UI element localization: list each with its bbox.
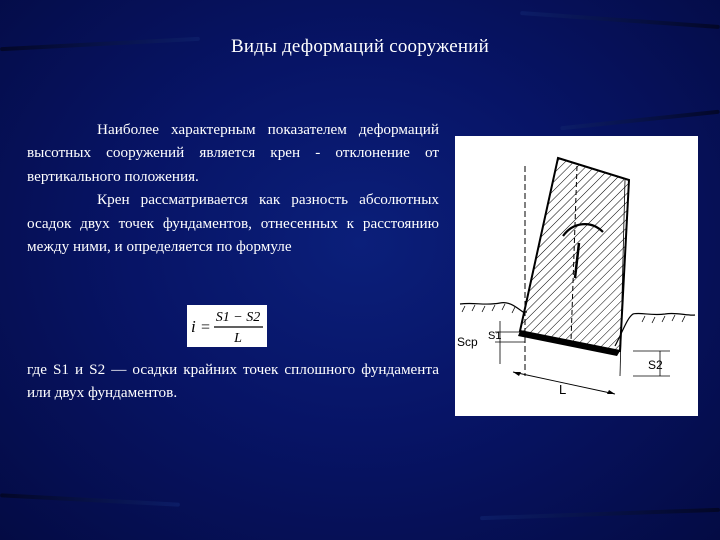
formula-lhs: i (191, 317, 196, 336)
arrow-head (513, 372, 521, 376)
page-title: Виды деформаций сооружений (231, 36, 489, 57)
paragraph-tilt-description: Крен рассматривается как разность абсолютных осадок двух точек фундаментов, отнесенных к расстоянию между ними, и определяется по формуле (27, 191, 439, 256)
paragraph-definition: Наиболее характерным показателем деформаций высотных сооружений является крен - отклонение от вертикального положения. (27, 121, 439, 185)
ground-line-right (615, 313, 695, 346)
decor-streak (480, 508, 720, 520)
decor-streak (0, 493, 180, 506)
formula-equals: = (201, 319, 211, 336)
label-s1: S1 (488, 330, 502, 342)
decor-streak (520, 11, 720, 29)
label-l-top: l (584, 260, 585, 261)
formula-denominator: L (234, 331, 242, 346)
formula-numerator: S1 − S2 (215, 310, 261, 325)
label-scp: Sср (457, 335, 478, 349)
paragraph-settlement-note: где S1 и S2 — осадки крайних точек сплошного фундамента или двух фундаментов. (27, 361, 439, 402)
text-block-note (27, 358, 439, 405)
decor-streak (560, 110, 720, 131)
formula (187, 305, 267, 347)
tilt-diagram (455, 136, 698, 416)
label-s2: S2 (648, 358, 663, 372)
label-l-bottom: L (559, 382, 567, 397)
tilted-building (520, 158, 629, 351)
arrow-head (607, 390, 615, 394)
text-block-intro (27, 118, 439, 258)
